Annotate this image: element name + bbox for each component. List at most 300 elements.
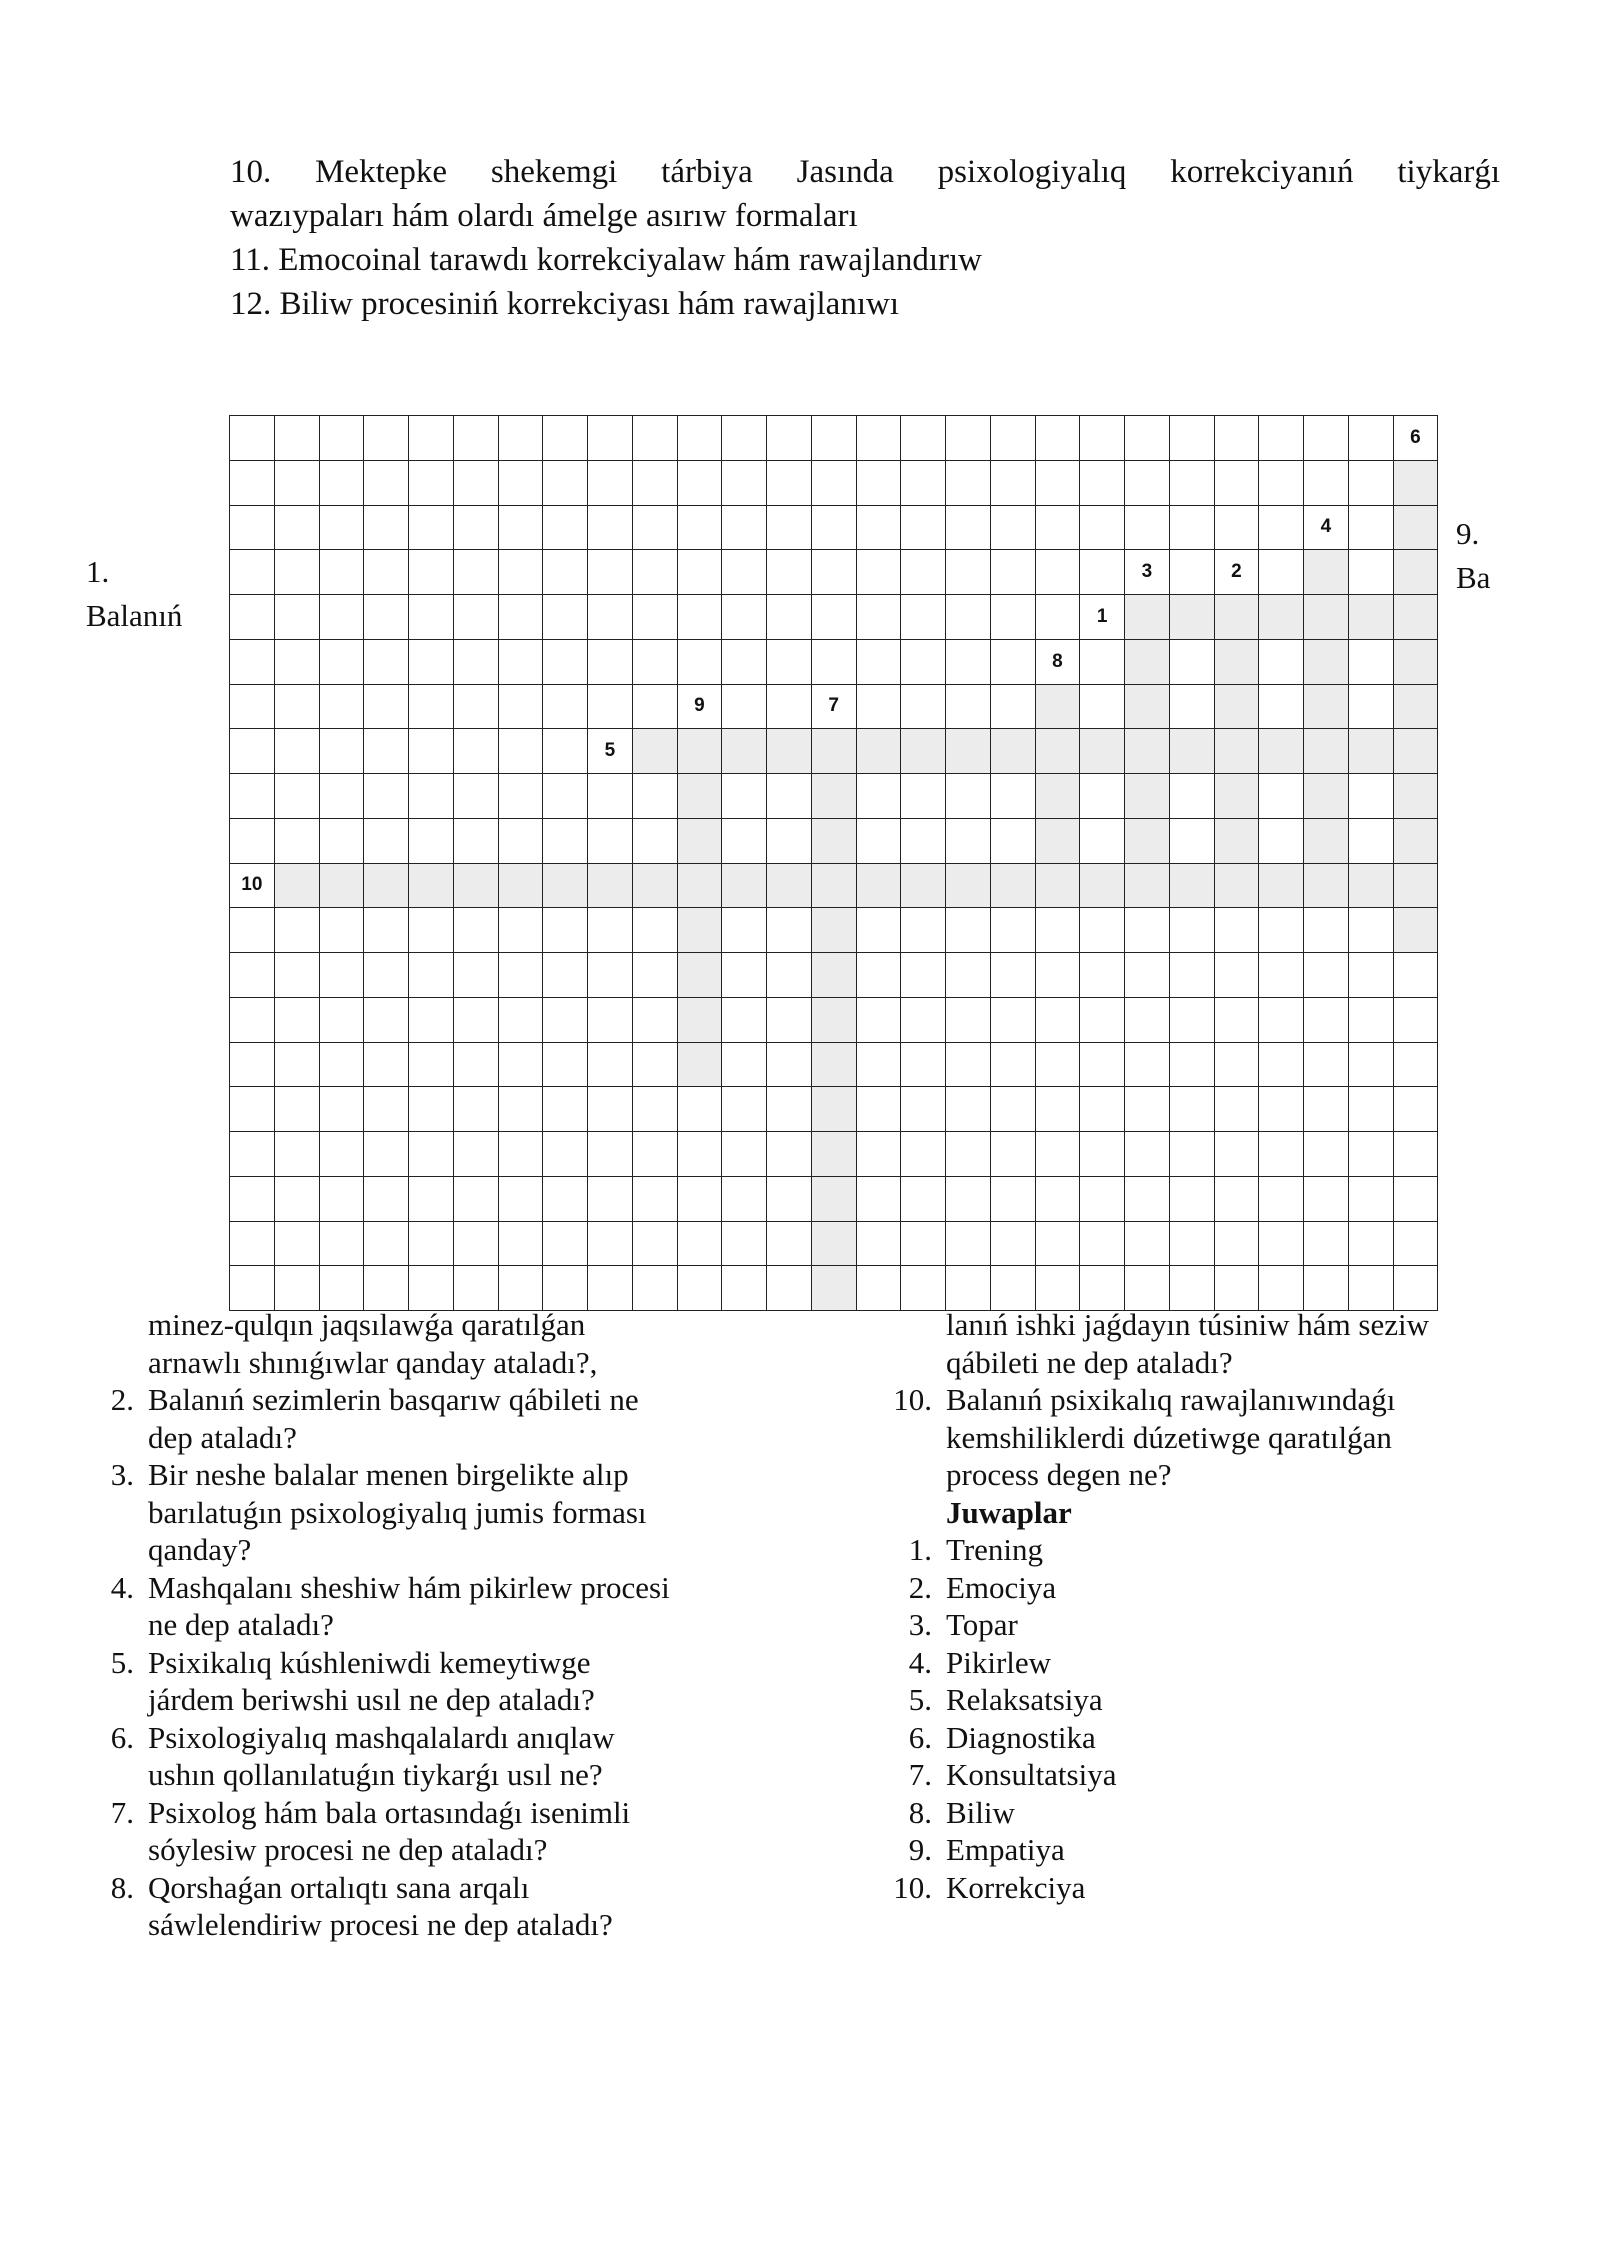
- crossword-cell[interactable]: [722, 640, 767, 685]
- crossword-cell[interactable]: [1036, 1087, 1081, 1132]
- crossword-cell[interactable]: [1304, 908, 1349, 953]
- crossword-cell[interactable]: [364, 416, 409, 461]
- crossword-cell[interactable]: [364, 461, 409, 506]
- crossword-cell[interactable]: [409, 774, 454, 819]
- crossword-cell[interactable]: [1259, 998, 1304, 1043]
- crossword-cell[interactable]: [1080, 685, 1125, 730]
- crossword-cell[interactable]: [320, 1177, 365, 1222]
- crossword-cell[interactable]: [1125, 774, 1170, 819]
- crossword-cell[interactable]: [1080, 416, 1125, 461]
- crossword-cell[interactable]: [678, 461, 723, 506]
- crossword-cell[interactable]: [1259, 416, 1304, 461]
- crossword-cell[interactable]: [1259, 774, 1304, 819]
- crossword-cell[interactable]: [409, 550, 454, 595]
- crossword-cell[interactable]: [230, 729, 275, 774]
- crossword-cell[interactable]: [230, 1087, 275, 1132]
- crossword-cell[interactable]: [633, 685, 678, 730]
- crossword-cell[interactable]: [946, 774, 991, 819]
- crossword-cell[interactable]: [1349, 774, 1394, 819]
- crossword-cell[interactable]: [1170, 1177, 1215, 1222]
- crossword-cell[interactable]: [1259, 1087, 1304, 1132]
- crossword-cell[interactable]: [678, 1177, 723, 1222]
- crossword-cell[interactable]: [1349, 998, 1394, 1043]
- crossword-cell[interactable]: [588, 1132, 633, 1177]
- crossword-cell[interactable]: [812, 1043, 857, 1088]
- crossword-cell[interactable]: [320, 729, 365, 774]
- crossword-cell[interactable]: [275, 998, 320, 1043]
- crossword-cell[interactable]: [1259, 1043, 1304, 1088]
- crossword-cell[interactable]: [1080, 908, 1125, 953]
- crossword-cell[interactable]: [901, 774, 946, 819]
- crossword-cell[interactable]: [1215, 1043, 1260, 1088]
- crossword-cell[interactable]: [1349, 640, 1394, 685]
- crossword-cell[interactable]: [1349, 1266, 1394, 1311]
- crossword-cell[interactable]: [991, 461, 1036, 506]
- crossword-cell[interactable]: [722, 908, 767, 953]
- crossword-cell[interactable]: [1170, 1222, 1215, 1267]
- crossword-cell[interactable]: [1394, 1177, 1439, 1222]
- crossword-cell[interactable]: [543, 998, 588, 1043]
- crossword-cell[interactable]: [320, 1043, 365, 1088]
- crossword-cell[interactable]: [722, 1177, 767, 1222]
- crossword-grid[interactable]: [229, 415, 1438, 1311]
- crossword-cell[interactable]: [364, 998, 409, 1043]
- crossword-cell[interactable]: [767, 998, 812, 1043]
- crossword-cell[interactable]: [901, 506, 946, 551]
- crossword-cell[interactable]: [1349, 550, 1394, 595]
- crossword-cell[interactable]: [1080, 1222, 1125, 1267]
- crossword-cell[interactable]: [454, 729, 499, 774]
- crossword-cell[interactable]: [454, 998, 499, 1043]
- crossword-cell[interactable]: [1036, 864, 1081, 909]
- crossword-cell[interactable]: [1036, 685, 1081, 730]
- crossword-cell[interactable]: [678, 819, 723, 864]
- crossword-cell[interactable]: [1170, 685, 1215, 730]
- crossword-cell[interactable]: [1259, 908, 1304, 953]
- crossword-cell[interactable]: [1259, 506, 1304, 551]
- crossword-cell[interactable]: [857, 998, 902, 1043]
- crossword-cell[interactable]: [1036, 506, 1081, 551]
- crossword-cell[interactable]: [588, 685, 633, 730]
- crossword-cell[interactable]: [454, 864, 499, 909]
- crossword-cell[interactable]: [946, 1087, 991, 1132]
- crossword-cell[interactable]: [1259, 864, 1304, 909]
- crossword-cell[interactable]: [1394, 1043, 1439, 1088]
- crossword-cell[interactable]: [275, 1043, 320, 1088]
- crossword-cell[interactable]: [230, 819, 275, 864]
- crossword-cell[interactable]: [409, 416, 454, 461]
- crossword-cell[interactable]: [991, 908, 1036, 953]
- crossword-cell[interactable]: [1170, 998, 1215, 1043]
- crossword-cell[interactable]: [722, 953, 767, 998]
- crossword-cell[interactable]: [1394, 819, 1439, 864]
- crossword-cell[interactable]: [857, 819, 902, 864]
- crossword-cell[interactable]: [767, 595, 812, 640]
- crossword-cell[interactable]: [633, 416, 678, 461]
- crossword-cell[interactable]: [678, 550, 723, 595]
- crossword-cell[interactable]: [588, 506, 633, 551]
- crossword-cell[interactable]: [678, 953, 723, 998]
- crossword-cell[interactable]: [812, 864, 857, 909]
- crossword-cell[interactable]: [633, 1266, 678, 1311]
- crossword-cell[interactable]: [767, 1087, 812, 1132]
- crossword-cell[interactable]: [633, 640, 678, 685]
- crossword-cell[interactable]: [722, 1222, 767, 1267]
- crossword-cell[interactable]: [1170, 1266, 1215, 1311]
- crossword-cell[interactable]: [857, 953, 902, 998]
- crossword-cell[interactable]: [588, 1043, 633, 1088]
- crossword-cell[interactable]: [320, 640, 365, 685]
- crossword-cell[interactable]: [1349, 908, 1394, 953]
- crossword-cell-numbered[interactable]: [1080, 595, 1125, 640]
- crossword-cell[interactable]: [678, 1222, 723, 1267]
- crossword-cell[interactable]: [543, 461, 588, 506]
- crossword-cell[interactable]: [320, 998, 365, 1043]
- crossword-cell[interactable]: [364, 506, 409, 551]
- crossword-cell[interactable]: [499, 595, 544, 640]
- crossword-cell[interactable]: [409, 640, 454, 685]
- crossword-cell[interactable]: [633, 998, 678, 1043]
- crossword-cell[interactable]: [1170, 461, 1215, 506]
- crossword-cell[interactable]: [857, 640, 902, 685]
- crossword-cell[interactable]: [275, 685, 320, 730]
- crossword-cell[interactable]: [633, 1222, 678, 1267]
- crossword-cell[interactable]: [991, 1222, 1036, 1267]
- crossword-cell[interactable]: [1125, 953, 1170, 998]
- crossword-cell[interactable]: [230, 685, 275, 730]
- crossword-cell[interactable]: [364, 640, 409, 685]
- crossword-cell[interactable]: [722, 595, 767, 640]
- crossword-cell[interactable]: [1170, 1043, 1215, 1088]
- crossword-cell[interactable]: [1080, 1043, 1125, 1088]
- crossword-cell[interactable]: [543, 908, 588, 953]
- crossword-cell[interactable]: [543, 729, 588, 774]
- crossword-cell[interactable]: [275, 461, 320, 506]
- crossword-cell[interactable]: [1170, 550, 1215, 595]
- crossword-cell[interactable]: [678, 1266, 723, 1311]
- crossword-cell[interactable]: [678, 998, 723, 1043]
- crossword-cell[interactable]: [946, 864, 991, 909]
- crossword-cell[interactable]: [991, 864, 1036, 909]
- crossword-cell[interactable]: [1215, 416, 1260, 461]
- crossword-cell[interactable]: [409, 729, 454, 774]
- crossword-cell[interactable]: [1036, 908, 1081, 953]
- crossword-cell[interactable]: [543, 640, 588, 685]
- crossword-cell[interactable]: [722, 685, 767, 730]
- crossword-cell[interactable]: [678, 774, 723, 819]
- crossword-cell[interactable]: [1259, 1132, 1304, 1177]
- crossword-cell[interactable]: [1125, 729, 1170, 774]
- crossword-cell[interactable]: [543, 685, 588, 730]
- crossword-cell[interactable]: [230, 1043, 275, 1088]
- crossword-cell[interactable]: [678, 1132, 723, 1177]
- crossword-cell[interactable]: [722, 729, 767, 774]
- crossword-cell[interactable]: [588, 550, 633, 595]
- crossword-cell[interactable]: [454, 1266, 499, 1311]
- crossword-cell[interactable]: [230, 1177, 275, 1222]
- crossword-cell[interactable]: [857, 595, 902, 640]
- crossword-cell[interactable]: [1304, 1132, 1349, 1177]
- crossword-cell[interactable]: [588, 908, 633, 953]
- crossword-cell[interactable]: [1304, 416, 1349, 461]
- crossword-cell[interactable]: [364, 819, 409, 864]
- crossword-cell[interactable]: [275, 1222, 320, 1267]
- crossword-cell[interactable]: [901, 1266, 946, 1311]
- crossword-cell[interactable]: [1394, 953, 1439, 998]
- crossword-cell[interactable]: [1394, 908, 1439, 953]
- crossword-cell[interactable]: [1080, 864, 1125, 909]
- crossword-cell[interactable]: [588, 1266, 633, 1311]
- crossword-cell[interactable]: [722, 1043, 767, 1088]
- crossword-cell[interactable]: [1394, 864, 1439, 909]
- crossword-cell[interactable]: [543, 1132, 588, 1177]
- crossword-cell[interactable]: [991, 595, 1036, 640]
- crossword-cell[interactable]: [1304, 461, 1349, 506]
- crossword-cell[interactable]: [499, 1132, 544, 1177]
- crossword-cell[interactable]: [1304, 1087, 1349, 1132]
- crossword-cell[interactable]: [633, 1177, 678, 1222]
- crossword-cell[interactable]: [767, 506, 812, 551]
- crossword-cell[interactable]: [991, 1087, 1036, 1132]
- crossword-cell[interactable]: [1125, 506, 1170, 551]
- crossword-cell-numbered[interactable]: [1125, 550, 1170, 595]
- crossword-cell[interactable]: [767, 461, 812, 506]
- crossword-cell[interactable]: [230, 1266, 275, 1311]
- crossword-cell[interactable]: [454, 461, 499, 506]
- crossword-cell[interactable]: [857, 1043, 902, 1088]
- crossword-cell[interactable]: [275, 1266, 320, 1311]
- crossword-cell[interactable]: [767, 729, 812, 774]
- crossword-cell[interactable]: [588, 953, 633, 998]
- crossword-cell[interactable]: [678, 1043, 723, 1088]
- crossword-cell[interactable]: [1215, 506, 1260, 551]
- crossword-cell[interactable]: [364, 953, 409, 998]
- crossword-cell[interactable]: [364, 1132, 409, 1177]
- crossword-cell[interactable]: [320, 819, 365, 864]
- crossword-cell[interactable]: [1304, 685, 1349, 730]
- crossword-cell[interactable]: [409, 998, 454, 1043]
- crossword-cell[interactable]: [588, 1222, 633, 1267]
- crossword-cell[interactable]: [364, 729, 409, 774]
- crossword-cell[interactable]: [901, 1222, 946, 1267]
- crossword-cell[interactable]: [1036, 416, 1081, 461]
- crossword-cell[interactable]: [767, 1177, 812, 1222]
- crossword-cell[interactable]: [633, 595, 678, 640]
- crossword-cell[interactable]: [991, 1266, 1036, 1311]
- crossword-cell[interactable]: [543, 953, 588, 998]
- crossword-cell[interactable]: [499, 1266, 544, 1311]
- crossword-cell[interactable]: [1080, 550, 1125, 595]
- crossword-cell[interactable]: [812, 550, 857, 595]
- crossword-cell[interactable]: [1125, 864, 1170, 909]
- crossword-cell[interactable]: [320, 908, 365, 953]
- crossword-cell[interactable]: [409, 506, 454, 551]
- crossword-cell[interactable]: [1125, 685, 1170, 730]
- crossword-cell[interactable]: [901, 1177, 946, 1222]
- crossword-cell[interactable]: [499, 953, 544, 998]
- crossword-cell[interactable]: [901, 416, 946, 461]
- crossword-cell[interactable]: [857, 1266, 902, 1311]
- crossword-cell[interactable]: [1036, 998, 1081, 1043]
- crossword-cell[interactable]: [230, 550, 275, 595]
- crossword-cell[interactable]: [320, 1087, 365, 1132]
- crossword-cell[interactable]: [230, 1222, 275, 1267]
- crossword-cell[interactable]: [901, 864, 946, 909]
- crossword-cell[interactable]: [1036, 953, 1081, 998]
- crossword-cell[interactable]: [230, 774, 275, 819]
- crossword-cell[interactable]: [991, 774, 1036, 819]
- crossword-cell[interactable]: [633, 908, 678, 953]
- crossword-cell[interactable]: [1080, 819, 1125, 864]
- crossword-cell[interactable]: [812, 506, 857, 551]
- crossword-cell[interactable]: [499, 998, 544, 1043]
- crossword-cell[interactable]: [812, 1087, 857, 1132]
- crossword-cell[interactable]: [1394, 998, 1439, 1043]
- crossword-cell[interactable]: [1080, 1266, 1125, 1311]
- crossword-cell[interactable]: [1170, 953, 1215, 998]
- crossword-cell[interactable]: [409, 1266, 454, 1311]
- crossword-cell[interactable]: [1215, 595, 1260, 640]
- crossword-cell[interactable]: [1080, 729, 1125, 774]
- crossword-cell[interactable]: [857, 774, 902, 819]
- crossword-cell[interactable]: [1036, 1222, 1081, 1267]
- crossword-cell[interactable]: [1259, 1177, 1304, 1222]
- crossword-cell[interactable]: [812, 1177, 857, 1222]
- crossword-cell[interactable]: [1036, 1177, 1081, 1222]
- crossword-cell[interactable]: [543, 1177, 588, 1222]
- crossword-cell[interactable]: [946, 1132, 991, 1177]
- crossword-cell[interactable]: [1215, 685, 1260, 730]
- crossword-cell[interactable]: [857, 506, 902, 551]
- crossword-cell[interactable]: [1125, 1132, 1170, 1177]
- crossword-cell[interactable]: [1215, 461, 1260, 506]
- crossword-cell[interactable]: [767, 908, 812, 953]
- crossword-cell[interactable]: [633, 550, 678, 595]
- crossword-cell[interactable]: [275, 1087, 320, 1132]
- crossword-cell[interactable]: [1215, 1266, 1260, 1311]
- crossword-cell[interactable]: [1394, 1132, 1439, 1177]
- crossword-cell[interactable]: [946, 819, 991, 864]
- crossword-cell[interactable]: [275, 1177, 320, 1222]
- crossword-cell[interactable]: [901, 550, 946, 595]
- crossword-cell[interactable]: [1036, 729, 1081, 774]
- crossword-cell[interactable]: [1349, 506, 1394, 551]
- crossword-cell[interactable]: [1215, 819, 1260, 864]
- crossword-cell[interactable]: [946, 416, 991, 461]
- crossword-cell[interactable]: [1215, 729, 1260, 774]
- crossword-cell[interactable]: [722, 819, 767, 864]
- crossword-cell[interactable]: [1394, 595, 1439, 640]
- crossword-cell[interactable]: [1304, 595, 1349, 640]
- crossword-cell[interactable]: [991, 819, 1036, 864]
- crossword-cell[interactable]: [454, 1087, 499, 1132]
- crossword-cell[interactable]: [1080, 1087, 1125, 1132]
- crossword-cell[interactable]: [1349, 685, 1394, 730]
- crossword-cell[interactable]: [230, 416, 275, 461]
- crossword-cell[interactable]: [812, 819, 857, 864]
- crossword-cell[interactable]: [320, 1266, 365, 1311]
- crossword-cell[interactable]: [543, 1266, 588, 1311]
- crossword-cell[interactable]: [1036, 1043, 1081, 1088]
- crossword-cell-numbered[interactable]: [230, 864, 275, 909]
- crossword-cell[interactable]: [857, 685, 902, 730]
- crossword-cell[interactable]: [812, 640, 857, 685]
- crossword-cell[interactable]: [499, 685, 544, 730]
- crossword-cell[interactable]: [1349, 1132, 1394, 1177]
- crossword-cell[interactable]: [409, 819, 454, 864]
- crossword-cell[interactable]: [812, 1222, 857, 1267]
- crossword-cell[interactable]: [767, 774, 812, 819]
- crossword-cell[interactable]: [275, 595, 320, 640]
- crossword-cell[interactable]: [1170, 774, 1215, 819]
- crossword-cell[interactable]: [588, 774, 633, 819]
- crossword-cell[interactable]: [1080, 1132, 1125, 1177]
- crossword-cell[interactable]: [1349, 1043, 1394, 1088]
- crossword-cell[interactable]: [1259, 1266, 1304, 1311]
- crossword-cell[interactable]: [722, 1087, 767, 1132]
- crossword-cell[interactable]: [1170, 416, 1215, 461]
- crossword-cell[interactable]: [499, 640, 544, 685]
- crossword-cell[interactable]: [543, 595, 588, 640]
- crossword-cell[interactable]: [275, 550, 320, 595]
- crossword-cell[interactable]: [1259, 1222, 1304, 1267]
- crossword-cell[interactable]: [499, 908, 544, 953]
- crossword-cell[interactable]: [1170, 1087, 1215, 1132]
- crossword-cell[interactable]: [901, 908, 946, 953]
- crossword-cell[interactable]: [1125, 819, 1170, 864]
- crossword-cell[interactable]: [1170, 864, 1215, 909]
- crossword-cell[interactable]: [1349, 1087, 1394, 1132]
- crossword-cell[interactable]: [364, 1266, 409, 1311]
- crossword-cell[interactable]: [857, 864, 902, 909]
- crossword-cell[interactable]: [499, 1177, 544, 1222]
- crossword-cell[interactable]: [991, 550, 1036, 595]
- crossword-cell-numbered[interactable]: [1215, 550, 1260, 595]
- crossword-cell[interactable]: [1080, 461, 1125, 506]
- crossword-cell[interactable]: [364, 1043, 409, 1088]
- crossword-cell[interactable]: [454, 1043, 499, 1088]
- crossword-cell[interactable]: [1349, 864, 1394, 909]
- crossword-cell[interactable]: [320, 1132, 365, 1177]
- crossword-cell[interactable]: [543, 864, 588, 909]
- crossword-cell[interactable]: [1036, 550, 1081, 595]
- crossword-cell[interactable]: [767, 1266, 812, 1311]
- crossword-cell[interactable]: [454, 908, 499, 953]
- crossword-cell[interactable]: [722, 1132, 767, 1177]
- crossword-cell[interactable]: [678, 864, 723, 909]
- crossword-cell[interactable]: [1215, 1132, 1260, 1177]
- crossword-cell[interactable]: [409, 1087, 454, 1132]
- crossword-cell[interactable]: [901, 819, 946, 864]
- crossword-cell[interactable]: [1215, 864, 1260, 909]
- crossword-cell[interactable]: [1170, 595, 1215, 640]
- crossword-cell[interactable]: [946, 640, 991, 685]
- crossword-cell[interactable]: [1259, 640, 1304, 685]
- crossword-cell[interactable]: [454, 1177, 499, 1222]
- crossword-cell[interactable]: [1170, 506, 1215, 551]
- crossword-cell[interactable]: [499, 819, 544, 864]
- crossword-cell[interactable]: [1215, 953, 1260, 998]
- crossword-cell[interactable]: [633, 506, 678, 551]
- crossword-cell[interactable]: [767, 953, 812, 998]
- crossword-cell[interactable]: [767, 416, 812, 461]
- crossword-cell[interactable]: [454, 506, 499, 551]
- crossword-cell[interactable]: [991, 506, 1036, 551]
- crossword-cell[interactable]: [364, 595, 409, 640]
- crossword-cell[interactable]: [409, 864, 454, 909]
- crossword-cell[interactable]: [678, 640, 723, 685]
- crossword-cell[interactable]: [633, 819, 678, 864]
